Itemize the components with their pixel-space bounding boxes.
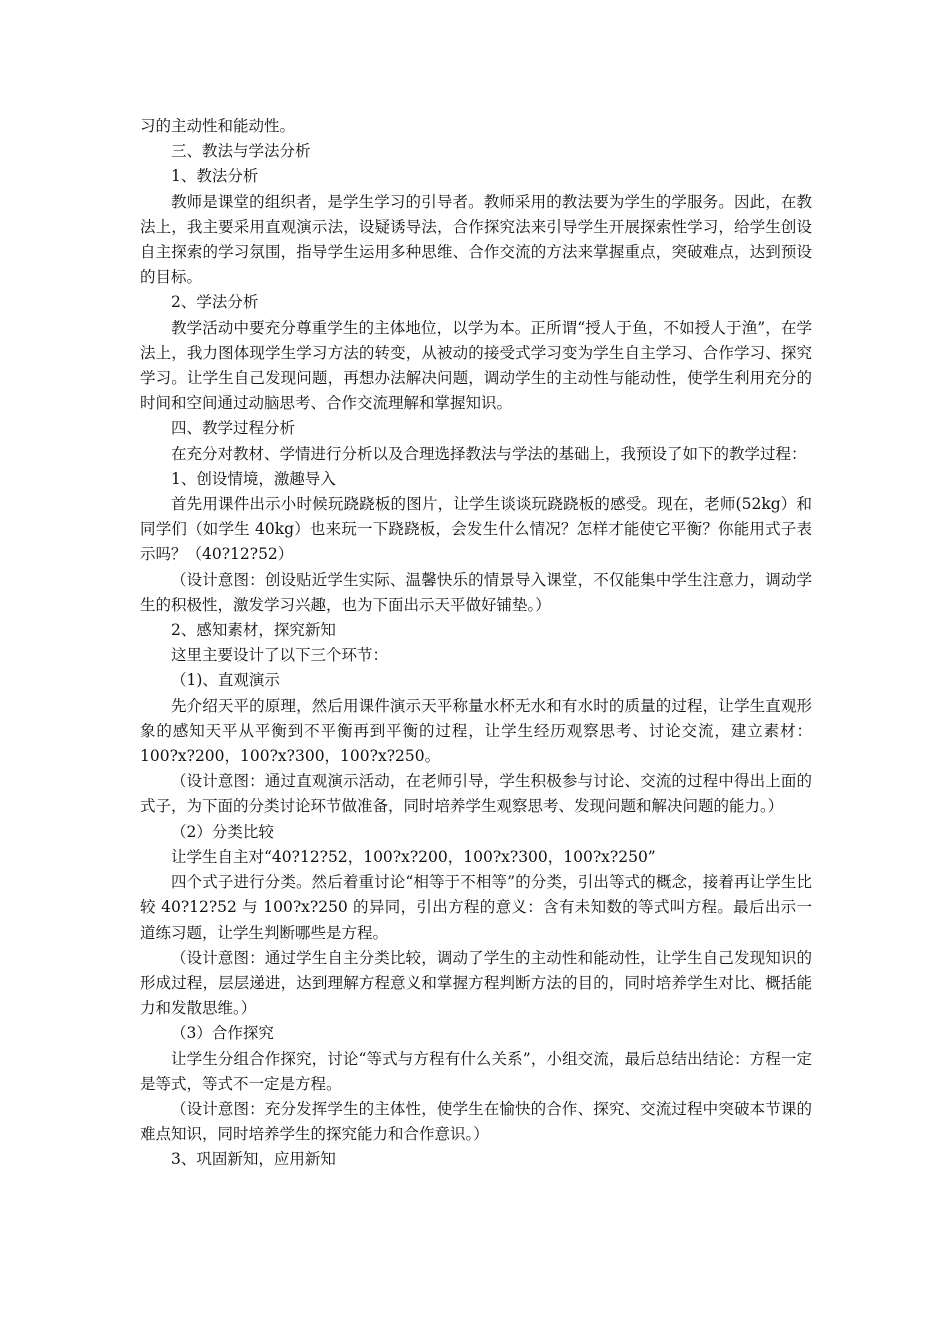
paragraph: 四个式子进行分类。然后着重讨论“相等于不相等”的分类，引出等式的概念，接着再让学生比较 40?12?52 与 100?x?250 的异同，引出方程的意义：含有未知数的等式叫方程。最后出示一道练习题，让学生判断哪些是方程。: [140, 873, 812, 942]
paragraph: （设计意图：通过直观演示活动，在老师引导，学生积极参与讨论、交流的过程中得出上面的式子，为下面的分类讨论环节做准备，同时培养学生观察思考、发现问题和解决问题的能力。）: [140, 772, 812, 816]
paragraph: （设计意图：充分发挥学生的主体性，使学生在愉快的合作、探究、交流过程中突破本节课的难点知识，同时培养学生的探究能力和合作意识。）: [140, 1099, 812, 1144]
paragraph: （3）合作探究: [171, 1024, 274, 1043]
paragraph: 让学生自主对“40?12?52，100?x?200，100?x?300，100?x?250”: [171, 847, 656, 866]
paragraph: （设计意图：创设贴近学生实际、温馨快乐的情景导入课堂，不仅能集中学生注意力，调动学生的积极性，激发学习兴趣，也为下面出示天平做好铺垫。）: [140, 570, 812, 614]
paragraph: 1、创设情境，激趣导入: [171, 469, 336, 488]
document-body: [140, 114, 812, 1173]
paragraph: 让学生分组合作探究，讨论“等式与方程有什么关系”，小组交流，最后总结出结论：方程一定是等式，等式不一定是方程。: [140, 1049, 812, 1093]
paragraph: （1)、直观演示: [171, 671, 280, 690]
paragraph: 先介绍天平的原理，然后用课件演示天平称量水杯无水和有水时的质量的过程，让学生直观形象的感知天平从平衡到不平衡再到平衡的过程，让学生经历观察思考、讨论交流，建立素材：100?x?200，100?x?300，100?x?250。: [140, 696, 812, 766]
paragraph: （2）分类比较: [171, 822, 274, 841]
paragraph: 这里主要设计了以下三个环节：: [171, 646, 389, 665]
paragraph: 2、学法分析: [171, 293, 259, 312]
paragraph: 教学活动中要充分尊重学生的主体地位，以学为本。正所谓“授人于鱼，不如授人于渔”，在学法上，我力图体现学生学习方法的转变，从被动的接受式学习变为学生自主学习、合作学习、探究学习。让学生自己发现问题，再想办法解决问题，调动学生的主动性与能动性，使学生利用充分的时间和空间通过动脑思考、合作交流理解和掌握知识。: [140, 318, 812, 413]
paragraph: 三、教法与学法分析: [171, 142, 311, 161]
paragraph: 习的主动性和能动性。: [140, 117, 296, 135]
paragraph: 3、巩固新知，应用新知: [171, 1150, 336, 1169]
paragraph: 首先用课件出示小时候玩跷跷板的图片，让学生谈谈玩跷跷板的感受。现在，老师(52kg）和同学们（如学生 40kg）也来玩一下跷跷板，会发生什么情况？怎样才能使它平衡？你能用式子表示吗？（40?12?52）: [140, 495, 812, 564]
paragraph: 四、教学过程分析: [171, 419, 296, 438]
paragraph: （设计意图：通过学生自主分类比较，调动了学生的主动性和能动性，让学生自己发现知识的形成过程，层层递进，达到理解方程意义和掌握方程判断方法的目的，同时培养学生对比、概括能力和发散思维。）: [140, 948, 812, 1018]
paragraph: 1、教法分析: [171, 167, 259, 186]
paragraph: 2、感知素材，探究新知: [171, 621, 336, 640]
paragraph: 教师是课堂的组织者，是学生学习的引导者。教师采用的教法要为学生的学服务。因此，在教法上，我主要采用直观演示法，设疑诱导法，合作探究法来引导学生开展探索性学习，给学生创设自主探索的学习氛围，指导学生运用多种思维、合作交流的方法来掌握重点，突破难点，达到预设的目标。: [140, 192, 812, 287]
paragraph: 在充分对教材、学情进行分析以及合理选择教法与学法的基础上，我预设了如下的教学过程：: [171, 444, 807, 463]
